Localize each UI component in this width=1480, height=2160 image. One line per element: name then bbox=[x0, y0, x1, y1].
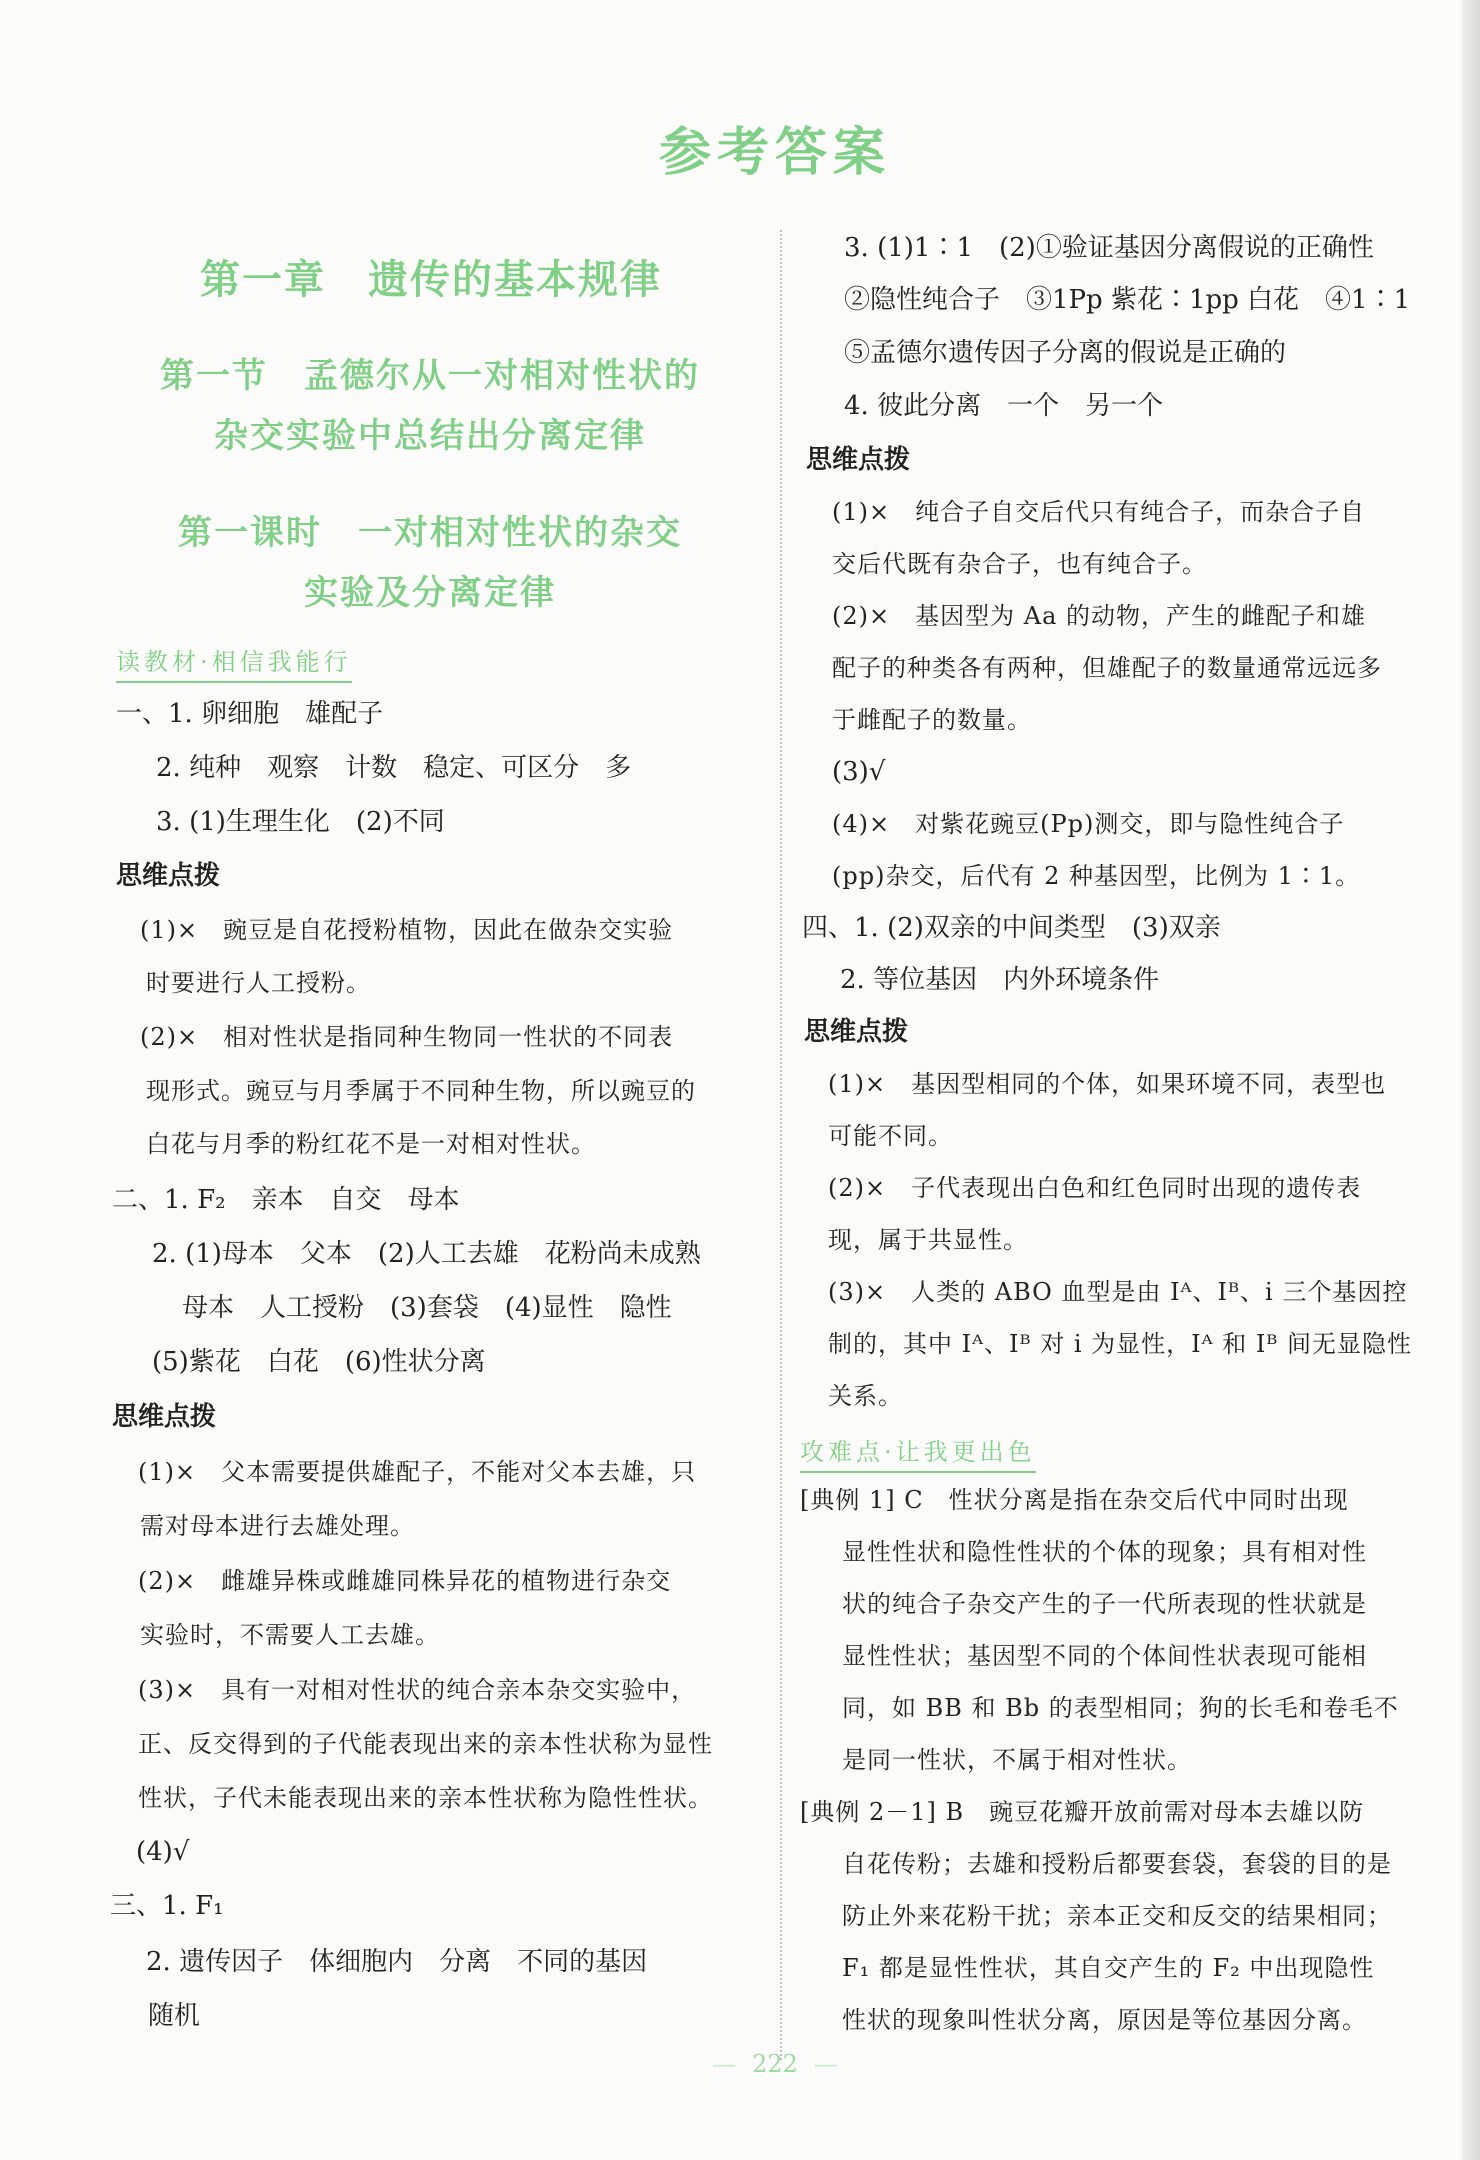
answer-line: (2)× 基因型为 Aa 的动物，产生的雌配子和雄 bbox=[832, 602, 1367, 630]
section-label-attack: 攻难点·让我更出色 bbox=[800, 1432, 1036, 1473]
answer-line: 随机 bbox=[148, 2001, 201, 2031]
answer-line: 现形式。豌豆与月季属于不同种生物，所以豌豆的 bbox=[146, 1077, 696, 1105]
column-divider bbox=[780, 230, 782, 2060]
answer-line: 四、1. (2)双亲的中间类型 (3)双亲 bbox=[802, 913, 1221, 943]
answer-line: 白花与月季的粉红花不是一对相对性状。 bbox=[146, 1130, 596, 1158]
answer-line: 3. (1)生理生化 (2)不同 bbox=[156, 807, 445, 837]
page-number: — 222 — bbox=[712, 2050, 838, 2078]
answer-line: 2. (1)母本 父本 (2)人工去雄 花粉尚未成熟 bbox=[152, 1239, 701, 1269]
answer-line: 2. 等位基因 内外环境条件 bbox=[840, 965, 1160, 995]
answer-line: 正、反交得到的子代能表现出来的亲本性状称为显性 bbox=[138, 1730, 713, 1758]
answer-line: 4. 彼此分离 一个 另一个 bbox=[844, 391, 1164, 421]
page-number-text: 222 bbox=[752, 2050, 798, 2078]
answer-line: 可能不同。 bbox=[828, 1122, 953, 1150]
page-edge-shadow bbox=[1462, 0, 1480, 2160]
answer-line: (2)× 相对性状是指同种生物同一性状的不同表 bbox=[140, 1023, 674, 1051]
lesson-title-line-2: 实验及分离定律 bbox=[304, 573, 556, 613]
answer-line: 时要进行人工授粉。 bbox=[146, 969, 371, 997]
tip-heading: 思维点拨 bbox=[116, 861, 221, 891]
answer-line: 于雌配子的数量。 bbox=[832, 706, 1032, 734]
answer-line: (3)√ bbox=[832, 757, 886, 787]
answer-line: (3)× 人类的 ABO 血型是由 Iᴬ、Iᴮ、i 三个基因控 bbox=[828, 1278, 1408, 1306]
answer-line: 2. 遗传因子 体细胞内 分离 不同的基因 bbox=[146, 1947, 648, 1977]
answer-line: 现，属于共显性。 bbox=[828, 1226, 1028, 1254]
answer-line: 3. (1)1∶1 (2)①验证基因分离假说的正确性 bbox=[844, 233, 1374, 263]
answer-line: 显性性状；基因型不同的个体间性状表现可能相 bbox=[842, 1642, 1367, 1670]
answer-line: 显性性状和隐性性状的个体的现象；具有相对性 bbox=[842, 1538, 1367, 1566]
answer-line: (3)× 具有一对相对性状的纯合亲本杂交实验中， bbox=[138, 1676, 697, 1704]
answer-line: 配子的种类各有两种，但雄配子的数量通常远远多 bbox=[832, 654, 1382, 682]
answer-line: (4)× 对紫花豌豆(Pp)测交，即与隐性纯合子 bbox=[832, 810, 1345, 838]
answer-line: (1)× 纯合子自交后代只有纯合子，而杂合子自 bbox=[832, 498, 1366, 526]
answer-line: 实验时，不需要人工去雄。 bbox=[140, 1621, 440, 1649]
tip-heading: 思维点拨 bbox=[112, 1402, 217, 1432]
answer-line: (5)紫花 白花 (6)性状分离 bbox=[152, 1347, 486, 1377]
chapter-title: 第一章 遗传的基本规律 bbox=[200, 257, 662, 303]
answer-line: (1)× 父本需要提供雄配子，不能对父本去雄，只 bbox=[138, 1458, 697, 1486]
answer-line: 自花传粉；去雄和授粉后都要套袋，套袋的目的是 bbox=[842, 1850, 1392, 1878]
answer-line: (4)√ bbox=[136, 1837, 190, 1867]
answer-line: 二、1. F₂ 亲本 自交 母本 bbox=[112, 1185, 460, 1215]
answer-line: F₁ 都是显性性状，其自交产生的 F₂ 中出现隐性 bbox=[842, 1954, 1375, 1982]
tip-heading: 思维点拨 bbox=[804, 1017, 909, 1047]
answer-line: 性状的现象叫性状分离，原因是等位基因分离。 bbox=[842, 2006, 1367, 2034]
answer-line: 交后代既有杂合子，也有纯合子。 bbox=[832, 550, 1207, 578]
answer-line: (pp)杂交，后代有 2 种基因型，比例为 1∶1。 bbox=[832, 862, 1361, 890]
answer-line: 状的纯合子杂交产生的子一代所表现的性状就是 bbox=[842, 1590, 1367, 1618]
answer-line: 2. 纯种 观察 计数 稳定、可区分 多 bbox=[156, 753, 632, 783]
section-title-line-2: 杂交实验中总结出分离定律 bbox=[214, 416, 646, 456]
section-label-read: 读教材·相信我能行 bbox=[116, 642, 352, 683]
answer-line: 三、1. F₁ bbox=[110, 1891, 224, 1921]
answer-line: (1)× 豌豆是自花授粉植物，因此在做杂交实验 bbox=[140, 916, 674, 944]
answer-line: 母本 人工授粉 (3)套袋 (4)显性 隐性 bbox=[182, 1293, 672, 1323]
answer-line: 性状，子代未能表现出来的亲本性状称为隐性性状。 bbox=[138, 1784, 713, 1812]
answer-line: 防止外来花粉干扰；亲本正交和反交的结果相同； bbox=[842, 1902, 1392, 1930]
answer-line: 同，如 BB 和 Bb 的表型相同；狗的长毛和卷毛不 bbox=[842, 1694, 1399, 1722]
answer-line: 需对母本进行去雄处理。 bbox=[140, 1512, 415, 1540]
answer-line: (1)× 基因型相同的个体，如果环境不同，表型也 bbox=[828, 1070, 1387, 1098]
answer-line: 是同一性状，不属于相对性状。 bbox=[842, 1746, 1192, 1774]
answer-line: (2)× 子代表现出白色和红色同时出现的遗传表 bbox=[828, 1174, 1362, 1202]
answer-line: 关系。 bbox=[828, 1382, 903, 1410]
answer-line: ②隐性纯合子 ③1Pp 紫花∶1pp 白花 ④1∶1 bbox=[844, 285, 1411, 315]
section-title-line-1: 第一节 孟德尔从一对相对性状的 bbox=[160, 356, 700, 396]
answer-line: ⑤孟德尔遗传因子分离的假说是正确的 bbox=[844, 338, 1287, 368]
answer-line: 制的，其中 Iᴬ、Iᴮ 对 i 为显性，Iᴬ 和 Iᴮ 间无显隐性 bbox=[828, 1330, 1413, 1358]
page-title: 参考答案 bbox=[658, 123, 891, 183]
tip-heading: 思维点拨 bbox=[806, 445, 911, 475]
answer-line: (2)× 雌雄异株或雌雄同株异花的植物进行杂交 bbox=[138, 1567, 672, 1595]
example-answer-line: [典例 2－1] B 豌豆花瓣开放前需对母本去雄以防 bbox=[800, 1798, 1365, 1826]
answer-line: 一、1. 卵细胞 雄配子 bbox=[116, 699, 384, 729]
example-answer-line: [典例 1] C 性状分离是指在杂交后代中同时出现 bbox=[800, 1486, 1349, 1514]
lesson-title-line-1: 第一课时 一对相对性状的杂交 bbox=[178, 513, 682, 553]
